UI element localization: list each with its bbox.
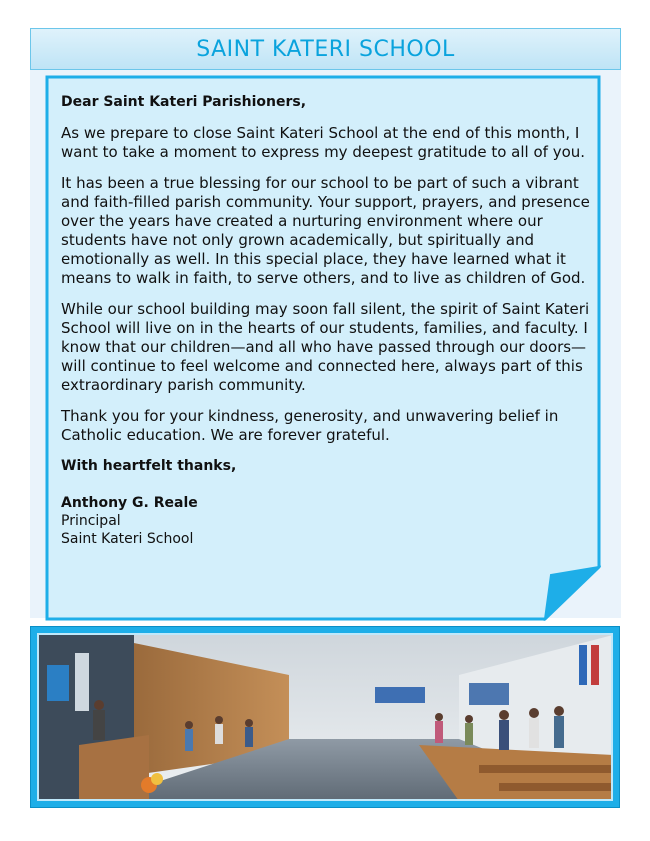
letter-paragraph: As we prepare to close Saint Kateri School at the end of this month, I want to take a moment to express my deepest gratitude to all of you. bbox=[61, 124, 586, 161]
signature-block bbox=[61, 494, 591, 548]
letter-body bbox=[61, 93, 591, 548]
signature-organization: Saint Kateri School bbox=[61, 531, 194, 547]
letter-card bbox=[45, 75, 601, 621]
signature-name: Anthony G. Reale bbox=[61, 495, 198, 511]
letter-salutation: Dear Saint Kateri Parishioners, bbox=[61, 94, 307, 110]
photo-frame bbox=[30, 626, 620, 808]
signature-title: Principal bbox=[61, 513, 121, 529]
page-title: SAINT KATERI SCHOOL bbox=[196, 36, 455, 62]
title-banner bbox=[30, 28, 621, 70]
letter-paragraph: Thank you for your kindness, generosity, and unwavering belief in Catholic education. We are forever grateful. bbox=[61, 407, 559, 444]
letter-paragraph: While our school building may soon fall silent, the spirit of Saint Kateri School will live on in the hearts of our students, families, and faculty. I know that our children—and all who have passed through our doors—will continue to feel welcome and connected here, always part of this extraordinary parish community. bbox=[61, 300, 590, 394]
church-panorama-photo bbox=[37, 633, 613, 801]
letter-paragraph: It has been a true blessing for our school to be part of such a vibrant and faith-filled parish community. Your support, prayers, and presence over the years have created a nurturing environment where our students have not only grown academically, but spiritually and emotionally as well. In this special place, they have learned what it means to walk in faith, to serve others, and to live as children of God. bbox=[61, 174, 590, 287]
church-panorama-image bbox=[39, 635, 613, 801]
letter-closing: With heartfelt thanks, bbox=[61, 458, 237, 474]
